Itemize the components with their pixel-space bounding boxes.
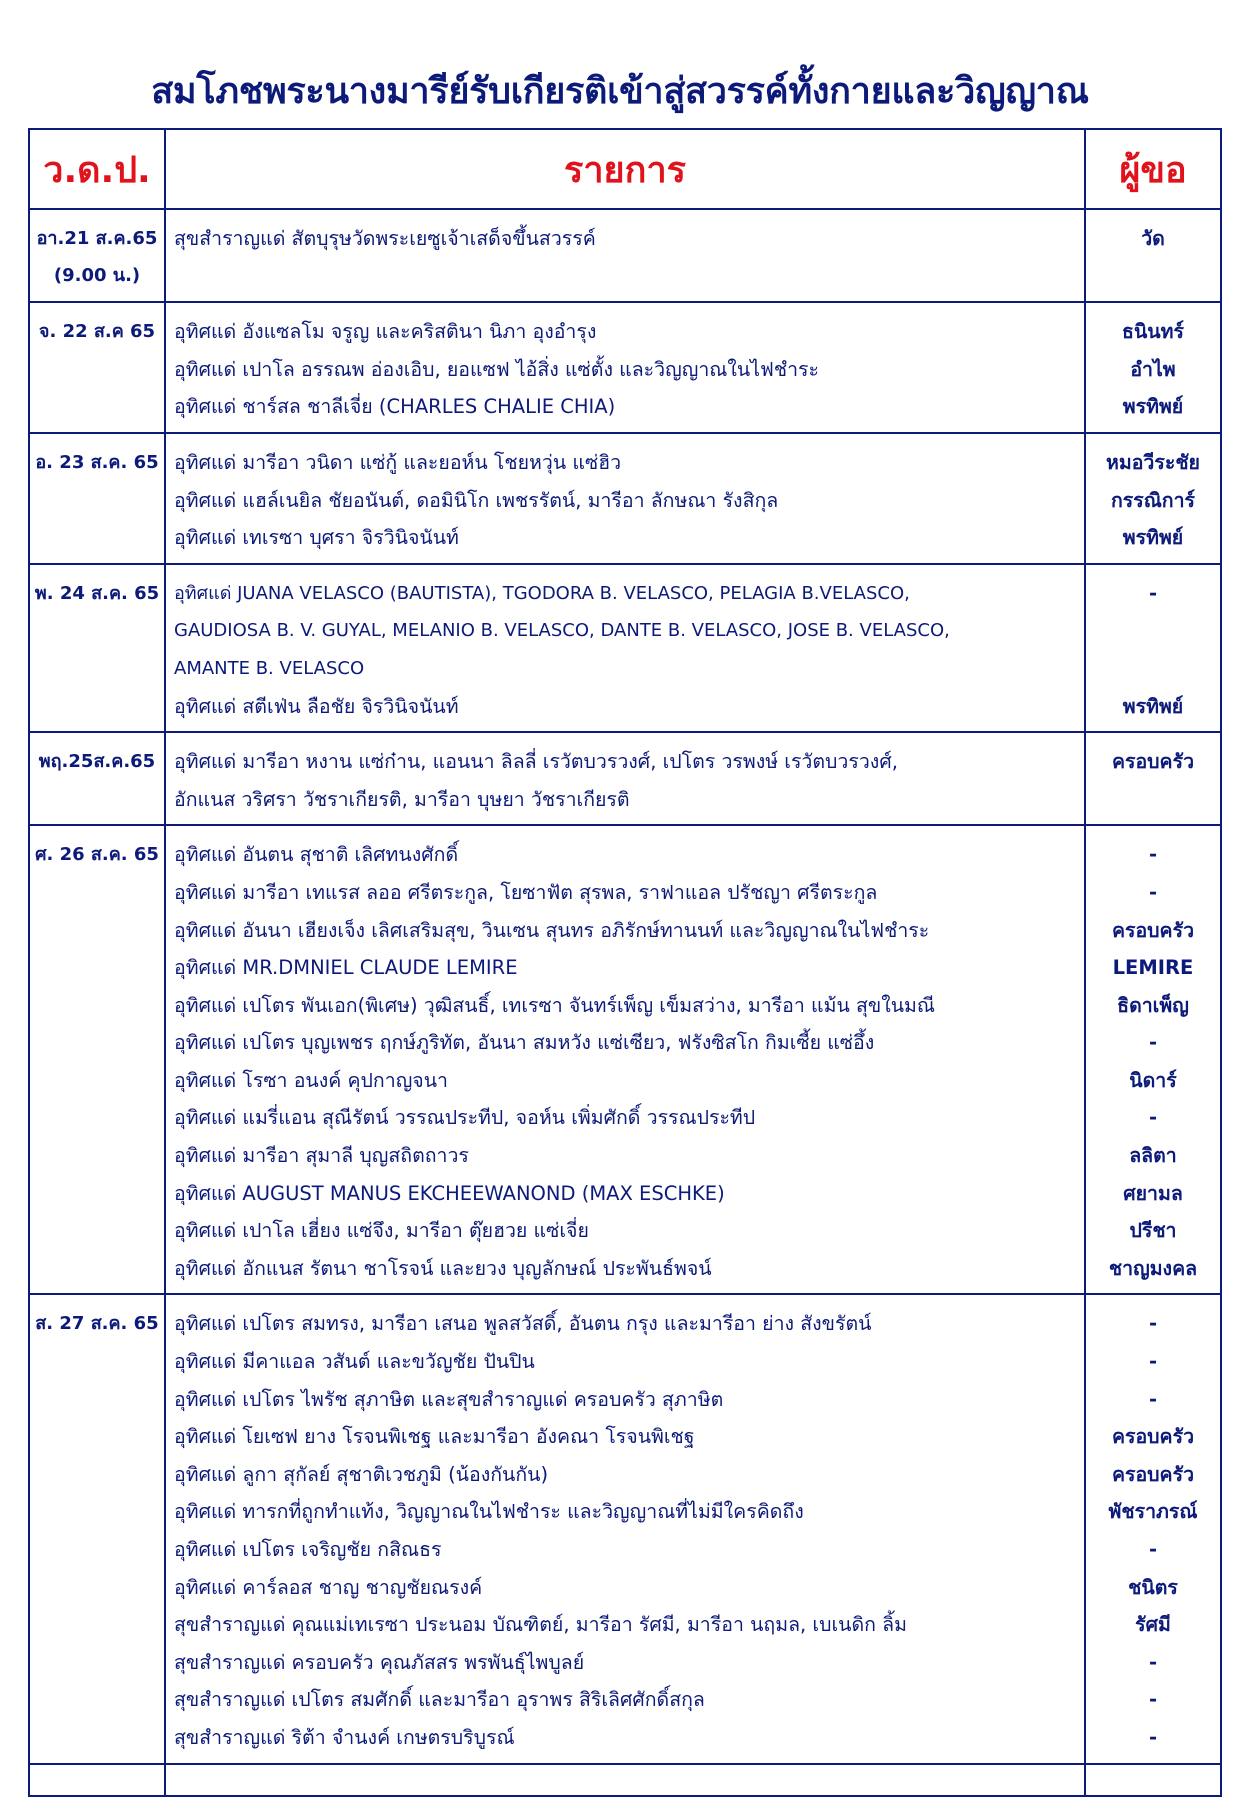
- intention-line: อุทิศแด่ MR.DMNIEL CLAUDE LEMIRE: [174, 956, 518, 980]
- intention-line: อุทิศแด่ มารีอา หงาน แซ่ก๋าน, แอนนา ลิลลี่ เรวัตบวรวงศ์, เปโตร วรพงษ์ เรวัตบวรวงศ์,: [174, 750, 898, 774]
- page-title: สมโภชพระนางมารีย์รับเกียรติเข้าสู่สวรรค์ทั้งกายและวิญญาณ: [151, 71, 1089, 112]
- intention-line: [174, 258, 1076, 296]
- requester-name: หมอวีระชัย: [1106, 450, 1200, 474]
- intention-line: อุทิศแด่ แมรี่แอน สุณีรัตน์ วรรณประทีป, จอห์น เพิ่มศักดิ์ วรรณประทีป: [174, 1106, 756, 1130]
- date-cell: [29, 209, 165, 302]
- requester-name: ธิดาเพ็ญ: [1117, 993, 1189, 1017]
- date-text: อ. 23 ส.ค. 65: [35, 451, 159, 473]
- intention-line: อุทิศแด่ เปโตร บุญเพชร ฤกษ์ภูริทัต, อันนา สมหวัง แซ่เซียว, ฟรังซิสโก กิมเซี้ย แซ่อึ้ง: [174, 1031, 875, 1055]
- requester-name: -: [1148, 1688, 1158, 1712]
- intention-line: อุทิศแด่ อังแซลโม จรูญ และคริสตินา นิภา อุงอำรุง: [174, 320, 597, 344]
- requester-name: ครอบครัว: [1111, 1462, 1195, 1486]
- intention-line: อุทิศแด่ เทเรซา บุศรา จิรวินิจนันท์: [174, 526, 459, 550]
- date-text: (9.00 น.): [53, 265, 141, 286]
- intention-line: อุทิศแด่ เปาโล เฮี่ยง แซ่จึง, มารีอา ตุ๊ยฮวย แซ่เจี่ย: [174, 1219, 589, 1243]
- items-cell: [165, 1294, 1085, 1763]
- requester-name: LEMIRE: [1112, 956, 1194, 980]
- requester-name: -: [1148, 1387, 1158, 1411]
- header-requester: ผู้ขอ: [1085, 129, 1221, 209]
- items-cell: [165, 302, 1085, 433]
- intention-line: สุขสำราญแด่ ครอบครัว คุณภัสสร พรพันธุ์ไพบูลย์: [174, 1650, 585, 1674]
- intention-line: อุทิศแด่ เปโตร พันเอก(พิเศษ) วุฒิสนธิ์, เทเรซา จันทร์เพ็ญ เข็มสว่าง, มารีอา แม้น สุขในมณี: [174, 993, 935, 1017]
- intention-line: อุทิศแด่ โรซา อนงค์ คุปกาญจนา: [174, 1068, 449, 1092]
- intention-line: อุทิศแด่ แฮล์เนยิล ชัยอนันต์, ดอมินิโก เพชรรัตน์, มารีอา ลักษณา รังสิกุล: [174, 488, 779, 512]
- requester-name: -: [1148, 1312, 1158, 1336]
- table-row: [29, 302, 1221, 433]
- date-cell: [29, 732, 165, 825]
- header-date: ว.ด.ป.: [29, 129, 165, 209]
- intention-line: สุขสำราญแด่ ริต้า จำนงค์ เกษตรบริบูรณ์: [174, 1725, 515, 1749]
- requester-name: ศยามล: [1123, 1181, 1183, 1205]
- date-text: พ. 24 ส.ค. 65: [34, 582, 160, 604]
- date-cell: [29, 1294, 165, 1763]
- requester-name: -: [1148, 843, 1158, 867]
- date-cell: [29, 564, 165, 732]
- date-text: ส. 27 ส.ค. 65: [35, 1313, 159, 1335]
- requester-cell: [1085, 825, 1221, 1294]
- items-cell: [165, 825, 1085, 1294]
- requester-name: ปรีชา: [1129, 1219, 1177, 1243]
- intention-line: อุทิศแด่ ชาร์สล ชาลีเจี่ย (CHARLES CHALIE CHIA): [174, 395, 616, 419]
- intention-line: อุทิศแด่ อันนา เฮียงเจ็ง เลิศเสริมสุข, วินเซน สุนทร อภิรักษ์ทานนท์ และวิญญาณในไฟชำระ: [174, 918, 930, 942]
- table-row: [29, 564, 1221, 732]
- header-item: รายการ: [165, 129, 1085, 209]
- items-cell: [165, 564, 1085, 732]
- empty-cell: [29, 1764, 165, 1796]
- intention-line: อุทิศแด่ อันตน สุชาติ เลิศทนงศักดิ์: [174, 843, 459, 867]
- date-cell: [29, 825, 165, 1294]
- intention-line: สุขสำราญแด่ เปโตร สมศักดิ์ และมารีอา อุราพร สิริเลิศศักดิ์สกุล: [174, 1688, 705, 1712]
- intention-line: อุทิศแด่ อักแนส รัตนา ชาโรจน์ และยวง บุญลักษณ์ ประพันธ์พจน์: [174, 1256, 712, 1280]
- date-cell: [29, 433, 165, 564]
- intention-line: อุทิศแด่ โยเซฟ ยาง โรจนพิเชฐ และมารีอา อังคณา โรจนพิเชฐ: [174, 1425, 695, 1449]
- intention-line: อุทิศแด่ เปโตร เจริญชัย กสิณธร: [174, 1538, 442, 1561]
- requester-name: [1086, 650, 1220, 688]
- requester-cell: [1085, 564, 1221, 732]
- requester-cell: [1085, 732, 1221, 825]
- requester-name: -: [1148, 1106, 1158, 1130]
- requester-name: -: [1148, 1725, 1158, 1749]
- table-body: [29, 129, 1221, 1796]
- items-cell: [165, 433, 1085, 564]
- requester-name: ครอบครัว: [1111, 750, 1195, 774]
- empty-cell: [165, 1764, 1085, 1796]
- intention-line: อุทิศแด่ มารีอา วนิดา แซ่กู้ และยอห์น โชยหวุ่น แซ่ฮิว: [174, 450, 622, 474]
- requester-cell: [1085, 433, 1221, 564]
- intention-line: อุทิศแด่ เปโตร ไพรัช สุภาษิต และสุขสำราญแด่ ครอบครัว สุภาษิต: [174, 1387, 724, 1411]
- requester-name: รัศมี: [1135, 1613, 1171, 1637]
- table-row: [29, 732, 1221, 825]
- table-row: [29, 433, 1221, 564]
- requester-name: พัชราภรณ์: [1108, 1500, 1198, 1524]
- requester-name: พรทิพย์: [1122, 395, 1184, 419]
- requester-name: นิดาร์: [1129, 1068, 1177, 1092]
- requester-name: -: [1148, 1031, 1158, 1055]
- intention-line: อุทิศแด่ มารีอา สุมาลี บุญสถิตถาวร: [174, 1144, 469, 1168]
- requester-name: [1086, 781, 1220, 819]
- date-text: จ. 22 ส.ค 65: [38, 321, 156, 343]
- header-row: [29, 129, 1221, 209]
- requester-name: ชาญมงคล: [1108, 1256, 1198, 1280]
- table-row: [29, 209, 1221, 302]
- requester-name: ครอบครัว: [1111, 1425, 1195, 1449]
- intention-line: สุขสำราญแด่ คุณแม่เทเรซา ประนอม บัณฑิตย์, มารีอา รัศมี, มารีอา นฤมล, เบเนดิก ลิ้ม: [174, 1613, 907, 1637]
- date-text: พฤ.25ส.ค.65: [38, 751, 156, 773]
- intention-line: อุทิศแด่ AUGUST MANUS EKCHEEWANOND (MAX ESCHKE): [174, 1181, 725, 1205]
- requester-name: ครอบครัว: [1111, 918, 1195, 942]
- intention-line: อุทิศแด่ ลูกา สุกัลย์ สุชาติเวชภูมิ (น้องกันกัน): [174, 1462, 549, 1486]
- intention-line: อุทิศแด่ เปาโล อรรณพ อ่องเอิบ, ยอแซฟ ไอ้สิ่ง แซ่ตั้ง และวิญญาณในไฟชำระ: [174, 357, 819, 381]
- trailing-row: [29, 1764, 1221, 1796]
- intention-line: GAUDIOSA B. V. GUYAL, MELANIO B. VELASCO, DANTE B. VELASCO, JOSE B. VELASCO,: [174, 620, 950, 642]
- requester-name: อำไพ: [1130, 357, 1176, 381]
- date-cell: [29, 302, 165, 433]
- requester-cell: [1085, 302, 1221, 433]
- requester-name: พรทิพย์: [1122, 526, 1184, 550]
- date-text: อา.21 ส.ค.65: [36, 228, 158, 249]
- empty-cell: [1085, 1764, 1221, 1796]
- intention-line: อุทิศแด่ JUANA VELASCO (BAUTISTA), TGODORA B. VELASCO, PELAGIA B.VELASCO,: [174, 582, 910, 604]
- intention-line: อุทิศแด่ มีคาแอล วสันต์ และขวัญชัย ปันปิน: [174, 1350, 535, 1374]
- intentions-table: [28, 128, 1222, 1797]
- items-cell: [165, 732, 1085, 825]
- intention-line: อุทิศแด่ สตีเฟ่น ลือชัย จิรวินิจนันท์: [174, 694, 459, 718]
- table-row: [29, 1294, 1221, 1763]
- items-cell: [165, 209, 1085, 302]
- date-text: ศ. 26 ส.ค. 65: [35, 844, 159, 866]
- requester-name: -: [1148, 880, 1158, 904]
- intention-line: อักแนส วริศรา วัชราเกียรติ, มารีอา บุษยา วัชราเกียรติ: [174, 787, 630, 811]
- requester-name: -: [1148, 1350, 1158, 1374]
- requester-cell: [1085, 209, 1221, 302]
- intention-line: อุทิศแด่ ทารกที่ถูกทำแท้ง, วิญญาณในไฟชำระ และวิญญาณที่ไม่มีใครคิดถึง: [174, 1500, 804, 1524]
- requester-name: -: [1148, 1538, 1158, 1561]
- requester-name: ลลิตา: [1129, 1144, 1177, 1168]
- requester-name: ชนิตร: [1128, 1575, 1178, 1599]
- table-row: [29, 825, 1221, 1294]
- requester-name: -: [1148, 581, 1158, 605]
- intention-line: อุทิศแด่ มารีอา เทแรส ลออ ศรีตระกูล, โยซาฟัต สุรพล, ราฟาแอล ปรัชญา ศรีตระกูล: [174, 880, 878, 904]
- requester-name: [1086, 258, 1220, 296]
- intention-line: สุขสำราญแด่ สัตบุรุษวัดพระเยซูเจ้าเสด็จขึ้นสวรรค์: [174, 227, 596, 250]
- requester-name: วัด: [1141, 227, 1165, 250]
- intention-line: AMANTE B. VELASCO: [174, 657, 365, 679]
- requester-name: -: [1148, 1650, 1158, 1674]
- requester-name: พรทิพย์: [1122, 694, 1184, 718]
- requester-name: กรรณิการ์: [1110, 488, 1196, 512]
- requester-name: ธนินทร์: [1122, 320, 1184, 344]
- requester-name: [1086, 612, 1220, 650]
- intention-line: อุทิศแด่ คาร์ลอส ชาญ ชาญชัยณรงค์: [174, 1575, 483, 1599]
- intention-line: อุทิศแด่ เปโตร สมทรง, มารีอา เสนอ พูลสวัสดิ์, อันตน กรุง และมารีอา ย่าง สังขรัตน์: [174, 1312, 872, 1336]
- requester-cell: [1085, 1294, 1221, 1763]
